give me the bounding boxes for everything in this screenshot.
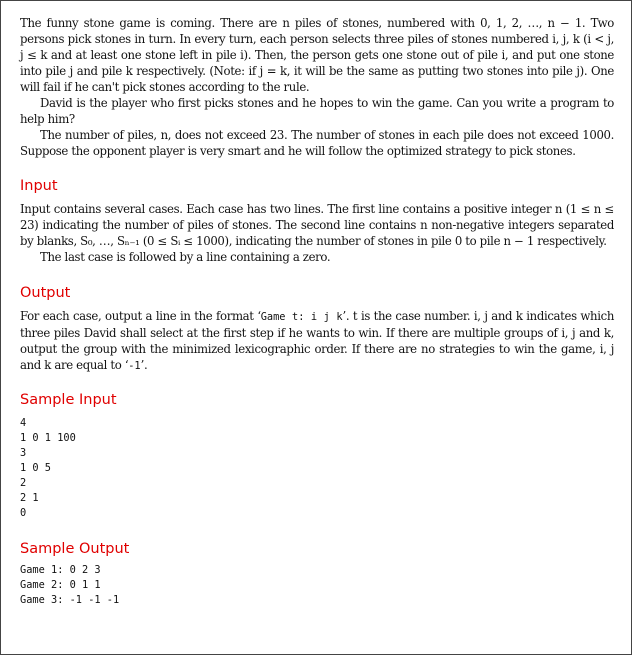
statement-paragraph-1: The funny stone game is coming. There are n piles of stones, numbered with 0, 1, 2, …, n − 1. Two persons pick stones in turn. In every turn, each person selects three piles of stones numbered i, j, k (i < j, j ≤ k and at least one stone left in pile i). Then, the person gets one stone out of pile i, and put one stone into pile j and pile k respectively. (Note: if j = k, it will be the same as putting two stones into pile j). One will fail if he can't pick stones according to the rule.	[20, 16, 614, 94]
problem-content	[20, 15, 614, 608]
output-format-code: Game t: i j k	[260, 311, 343, 323]
statement-paragraph-3: The number of piles, n, does not exceed 23. The number of stones in each pile does not exceed 1000. Suppose the opponent player is very smart and he will follow the optimized strategy to pick stones.	[20, 128, 614, 158]
sample-input-block: 4 1 0 1 100 3 1 0 5 2 2 1 0	[20, 417, 76, 519]
output-paragraph	[20, 308, 614, 374]
sample-input-heading: Sample Input	[20, 392, 117, 408]
sample-output-block: Game 1: 0 2 3 Game 2: 0 1 1 Game 3: -1 -1 -1	[20, 564, 120, 606]
output-text-a: For each case, output a line in the format ‘	[20, 309, 261, 323]
output-text-b: ’. t is the case number. i, j and k indicates which three piles David shall select at the first step if he wants to win. If there are multiple groups of i, j and k, output the group with the minimized lexicographic order. If there are no strategies to win the game, i, j and k are equal to ‘	[20, 309, 614, 372]
input-heading: Input	[20, 178, 58, 194]
output-minus-one-code: -1	[128, 360, 141, 372]
output-heading: Output	[20, 285, 71, 301]
statement-paragraph-2: David is the player who first picks stones and he hopes to win the game. Can you write a program to help him?	[20, 96, 614, 126]
input-paragraph-1: Input contains several cases. Each case has two lines. The first line contains a positive integer n (1 ≤ n ≤ 23) indicating the number of piles of stones. The second line contains n non-negative integers separated by blanks, S₀, …, Sₙ₋₁ (0 ≤ Sᵢ ≤ 1000), indicating the number of stones in pile 0 to pile n − 1 respectively.	[20, 202, 614, 248]
input-paragraph-2: The last case is followed by a line containing a zero.	[40, 250, 331, 264]
sample-output-heading: Sample Output	[20, 541, 130, 557]
output-text-c: ’.	[140, 358, 148, 372]
